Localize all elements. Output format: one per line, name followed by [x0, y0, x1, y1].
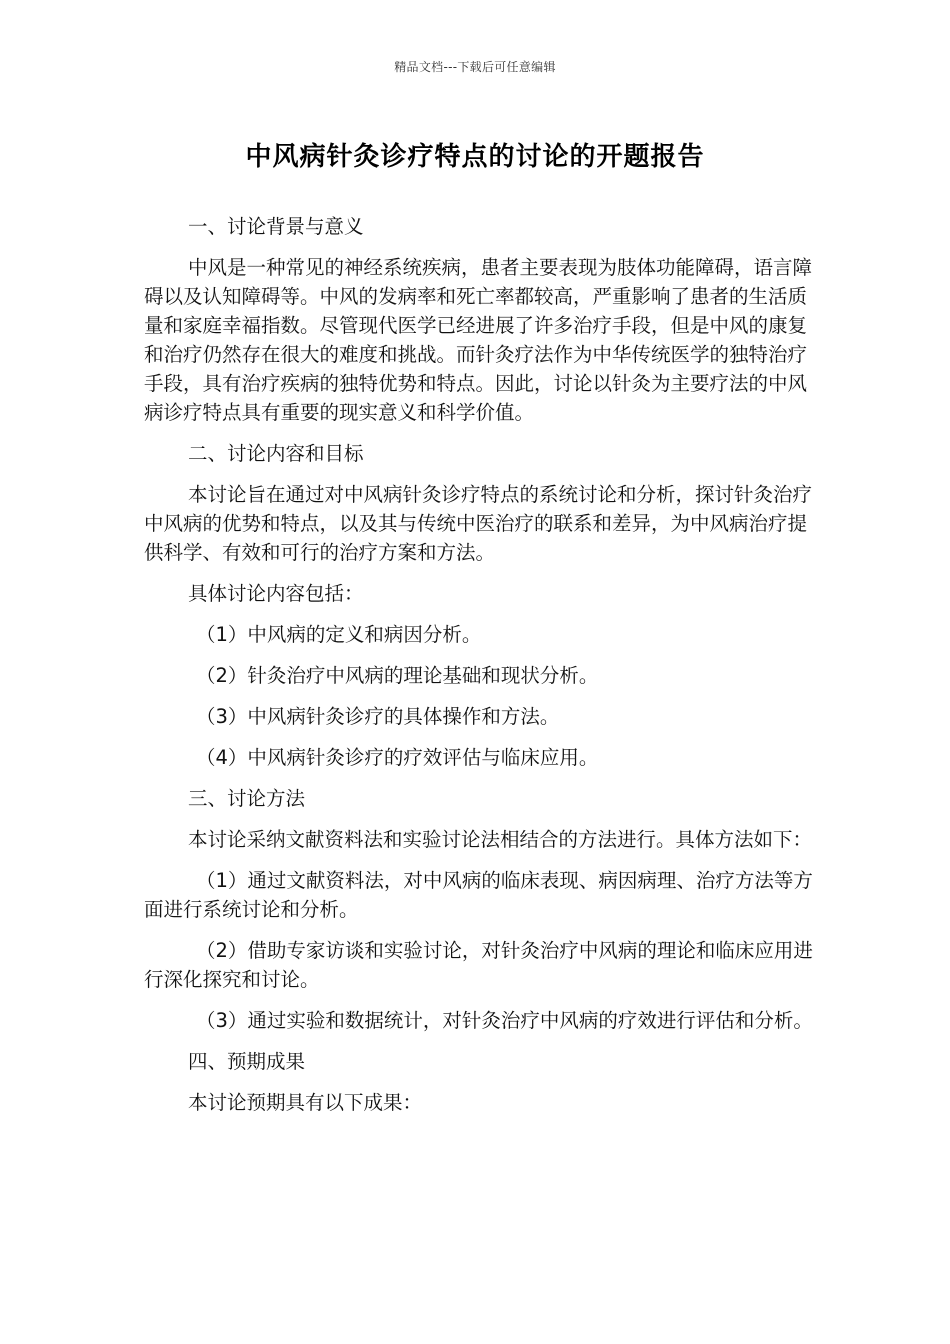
list-item-method-3: （3）通过实验和数据统计，对针灸治疗中风病的疗效进行评估和分析。	[196, 1009, 813, 1032]
list-item-method-1: （1）通过文献资料法，对中风病的临床表现、病因病理、治疗方法等方面进行系统讨论和分析。	[144, 869, 813, 921]
section-heading-background: 一、讨论背景与意义	[188, 215, 364, 238]
section-heading-method: 三、讨论方法	[188, 787, 306, 810]
paragraph-outcomes: 本讨论预期具有以下成果：	[188, 1091, 423, 1114]
list-item-method-2: （2）借助专家访谈和实验讨论，对针灸治疗中风病的理论和临床应用进行深化探究和讨论。	[144, 939, 813, 991]
list-item-content-2: （2）针灸治疗中风病的理论基础和现状分析。	[196, 664, 599, 687]
list-item-content-3: （3）中风病针灸诊疗的具体操作和方法。	[196, 705, 560, 728]
paragraph-content-intro: 具体讨论内容包括：	[188, 582, 364, 605]
page-header-note: 精品文档---下载后可任意编辑	[394, 60, 556, 74]
paragraph-content: 本讨论旨在通过对中风病针灸诊疗特点的系统讨论和分析，探讨针灸治疗中风病的优势和特点，以及其与传统中医治疗的联系和差异，为中风病治疗提供科学、有效和可行的治疗方案和方法。	[144, 483, 813, 564]
paragraph-method: 本讨论采纳文献资料法和实验讨论法相结合的方法进行。具体方法如下：	[188, 828, 813, 851]
list-item-content-4: （4）中风病针灸诊疗的疗效评估与临床应用。	[196, 746, 599, 769]
list-item-content-1: （1）中风病的定义和病因分析。	[196, 623, 482, 646]
document-body	[144, 212, 814, 1117]
document-title: 中风病针灸诊疗特点的讨论的开题报告	[245, 142, 705, 172]
section-heading-outcomes: 四、预期成果	[188, 1050, 306, 1073]
section-heading-content: 二、讨论内容和目标	[188, 442, 364, 465]
paragraph-background: 中风是一种常见的神经系统疾病，患者主要表现为肢体功能障碍，语言障碍以及认知障碍等。中风的发病率和死亡率都较高，严重影响了患者的生活质量和家庭幸福指数。尽管现代医学已经进展了许多治疗手段，但是中风的康复和治疗仍然存在很大的难度和挑战。而针灸疗法作为中华传统医学的独特治疗手段，具有治疗疾病的独特优势和特点。因此，讨论以针灸为主要疗法的中风病诊疗特点具有重要的现实意义和科学价值。	[144, 256, 813, 424]
